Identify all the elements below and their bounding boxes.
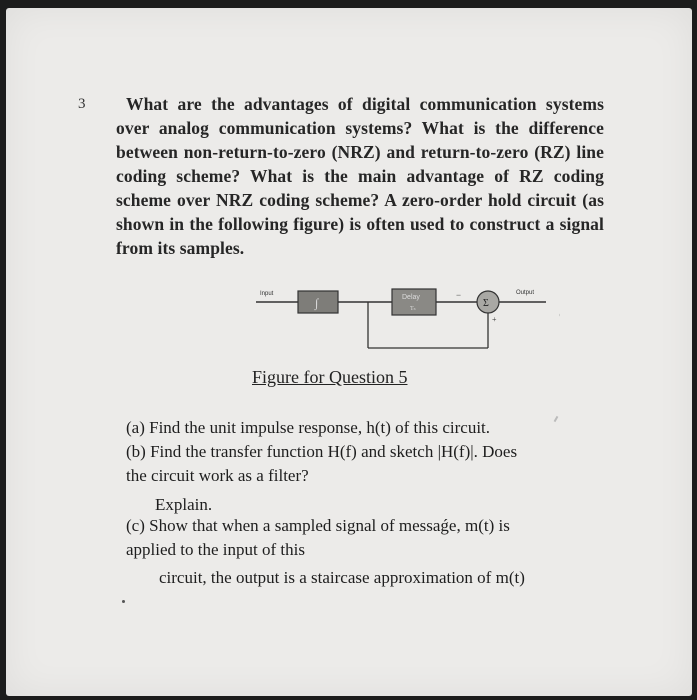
input-label: Input: [260, 291, 274, 297]
figure-caption: Figure for Question 5: [252, 367, 408, 387]
output-label: Output: [516, 290, 535, 296]
part-c-line1: (c) Show that when a sampled signal of messaǵe, m(t) is: [126, 516, 510, 535]
sum-symbol: Σ: [483, 298, 489, 309]
question-text: What are the advantages of digital communication systems over analog communication systems? What is the difference between non-return-to-zero (NRZ) and return-to-zero (RZ) line coding scheme? What is the main advantage of RZ coding scheme over NRZ coding scheme? A zero-order hold circuit (as shown in the following figure) is often used to construct a signal from its samples.: [116, 94, 604, 258]
question-number: 3: [78, 96, 86, 112]
part-c-line3: circuit, the output is a staircase approximation of m(t): [159, 568, 525, 587]
integrator-symbol: ∫: [315, 296, 319, 310]
zero-order-hold-diagram: [250, 282, 560, 362]
minus-sign: −: [456, 290, 462, 300]
part-c-line2: applied to the input of this: [126, 540, 305, 559]
part-a: (a) Find the unit impulse response, h(t) of this circuit.: [126, 418, 491, 437]
part-b-line3: Explain.: [155, 495, 213, 514]
delay-subscript: Tₛ: [410, 306, 416, 312]
part-b-line2: the circuit work as a filter?: [126, 466, 309, 485]
stray-dot: [122, 600, 125, 603]
part-b-line1: (b) Find the transfer function H(f) and sketch |H(f)|. Does: [126, 442, 518, 461]
plus-sign: +: [492, 315, 497, 324]
delay-label: Delay: [402, 294, 420, 301]
